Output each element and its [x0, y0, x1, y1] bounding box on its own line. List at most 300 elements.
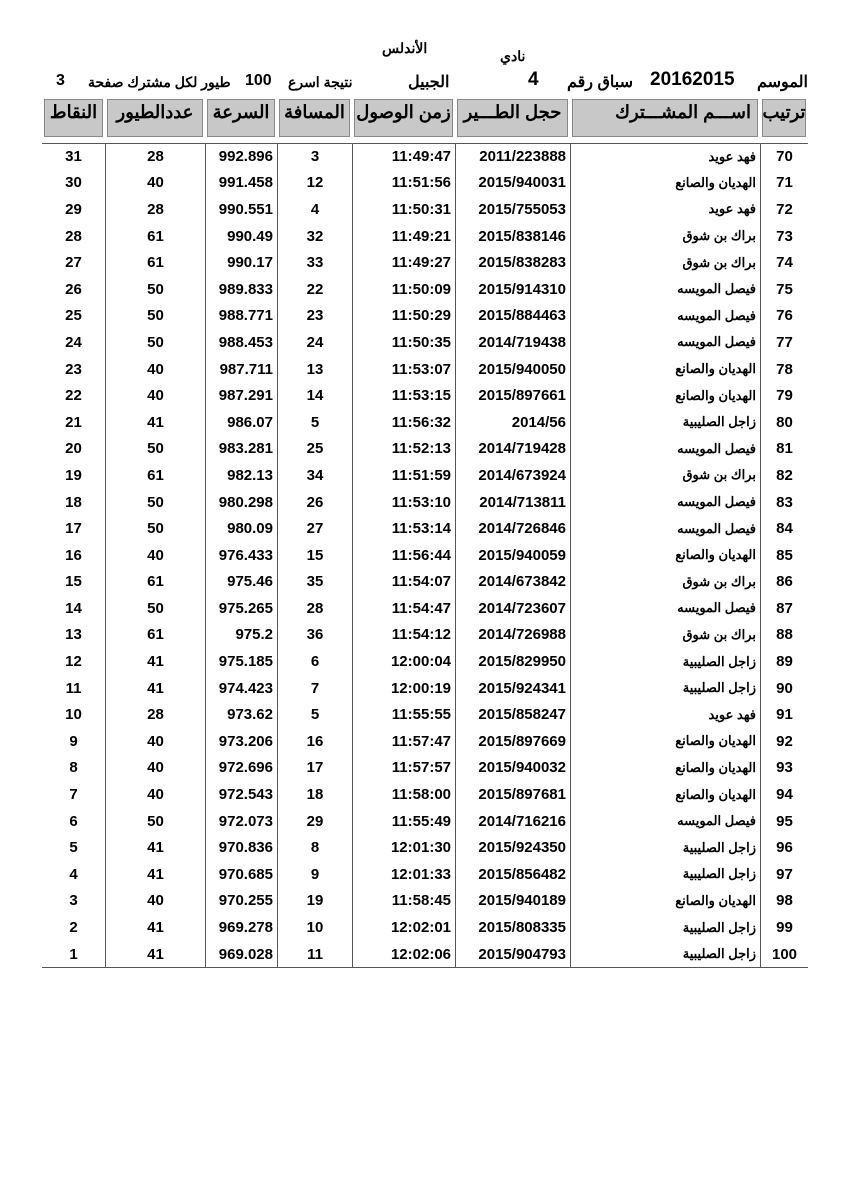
cell-speed: 975.185 [205, 648, 277, 675]
cell-speed: 990.551 [205, 196, 277, 223]
fastest-label: نتيجة اسرع [288, 74, 353, 90]
cell-rank: 88 [760, 622, 808, 649]
cell-speed: 983.281 [205, 436, 277, 463]
cell-ring: 2014/56 [455, 409, 570, 436]
cell-points: 3 [69, 892, 78, 910]
cell-ring: 2015/856482 [455, 861, 570, 888]
cell-points: 4 [69, 865, 78, 883]
cell-rank: 82 [760, 462, 808, 489]
cell-points: 12 [65, 653, 82, 671]
cell-bird-count: 50 [105, 808, 205, 835]
cell-arrival-time: 11:56:44 [352, 542, 455, 569]
cell-ring: 2015/924341 [455, 675, 570, 702]
cell-speed: 969.278 [205, 914, 277, 941]
col-rank: ترتيب [762, 99, 806, 137]
cell-ring: 2014/713811 [455, 489, 570, 516]
cell-rank: 95 [760, 808, 808, 835]
cell-member: براك بن شوق [570, 622, 760, 649]
cell-speed: 987.711 [205, 356, 277, 383]
cell-ring: 2015/940059 [455, 542, 570, 569]
table-row [42, 170, 808, 197]
cell-member: الهديان والصانع [570, 542, 760, 569]
cell-distance: 34 [277, 462, 352, 489]
cell-points: 10 [65, 706, 82, 724]
cell-points: 7 [69, 786, 78, 804]
cell-bird-count: 41 [105, 834, 205, 861]
table-row [42, 888, 808, 915]
cell-member: الهديان والصانع [570, 356, 760, 383]
fastest-count: 100 [245, 72, 272, 89]
cell-points: 9 [69, 732, 78, 750]
cell-arrival-time: 12:00:04 [352, 648, 455, 675]
cell-arrival-time: 11:57:57 [352, 755, 455, 782]
cell-points: 21 [65, 413, 82, 431]
cell-distance: 32 [277, 223, 352, 250]
table-row [42, 249, 808, 276]
cell-member: الهديان والصانع [570, 170, 760, 197]
table-header [42, 97, 808, 141]
cell-bird-count: 41 [105, 648, 205, 675]
cell-rank: 99 [760, 914, 808, 941]
cell-speed: 991.458 [205, 170, 277, 197]
cell-points: 19 [65, 466, 82, 484]
cell-rank: 89 [760, 648, 808, 675]
cell-member: فهد عويد [570, 701, 760, 728]
season-label: الموسم [757, 74, 808, 91]
cell-speed: 972.543 [205, 781, 277, 808]
cell-bird-count: 50 [105, 436, 205, 463]
cell-member: فيصل المويسه [570, 329, 760, 356]
cell-distance: 6 [277, 648, 352, 675]
cell-points: 27 [65, 254, 82, 272]
cell-arrival-time: 11:57:47 [352, 728, 455, 755]
table-row [42, 489, 808, 516]
cell-rank: 72 [760, 196, 808, 223]
cell-bird-count: 50 [105, 515, 205, 542]
cell-ring: 2015/924350 [455, 834, 570, 861]
cell-speed: 980.298 [205, 489, 277, 516]
cell-ring: 2015/755053 [455, 196, 570, 223]
cell-distance: 12 [277, 170, 352, 197]
cell-member: زاجل الصليبية [570, 648, 760, 675]
cell-rank: 70 [760, 143, 808, 170]
cell-rank: 94 [760, 781, 808, 808]
cell-rank: 76 [760, 303, 808, 330]
cell-distance: 14 [277, 382, 352, 409]
cell-arrival-time: 11:53:14 [352, 515, 455, 542]
cell-ring: 2014/673842 [455, 569, 570, 596]
cell-bird-count: 41 [105, 675, 205, 702]
cell-speed: 980.09 [205, 515, 277, 542]
cell-ring: 2015/914310 [455, 276, 570, 303]
cell-distance: 16 [277, 728, 352, 755]
cell-arrival-time: 11:58:00 [352, 781, 455, 808]
cell-speed: 976.433 [205, 542, 277, 569]
cell-rank: 73 [760, 223, 808, 250]
cell-rank: 98 [760, 888, 808, 915]
cell-arrival-time: 11:53:15 [352, 382, 455, 409]
cell-ring: 2015/897681 [455, 781, 570, 808]
table-row [42, 276, 808, 303]
cell-member: زاجل الصليبية [570, 861, 760, 888]
cell-rank: 71 [760, 170, 808, 197]
cell-points: 31 [42, 143, 105, 170]
cell-points: 18 [65, 493, 82, 511]
cell-rank: 78 [760, 356, 808, 383]
cell-rank: 97 [760, 861, 808, 888]
cell-rank: 85 [760, 542, 808, 569]
cell-rank: 90 [760, 675, 808, 702]
cell-bird-count: 40 [105, 888, 205, 915]
cell-rank: 79 [760, 382, 808, 409]
cell-ring: 2015/940050 [455, 356, 570, 383]
cell-points: 15 [65, 573, 82, 591]
table-row [42, 515, 808, 542]
season-value: 20162015 [650, 69, 735, 90]
cell-ring: 2015/884463 [455, 303, 570, 330]
cell-bird-count: 61 [105, 223, 205, 250]
cell-arrival-time: 11:54:12 [352, 622, 455, 649]
cell-ring: 2015/808335 [455, 914, 570, 941]
table-row [42, 675, 808, 702]
cell-distance: 15 [277, 542, 352, 569]
cell-member: الهديان والصانع [570, 781, 760, 808]
cell-ring: 2011/223888 [455, 143, 570, 170]
cell-speed: 974.423 [205, 675, 277, 702]
cell-distance: 27 [277, 515, 352, 542]
cell-arrival-time: 11:50:09 [352, 276, 455, 303]
page-number: 3 [56, 72, 65, 89]
cell-distance: 8 [277, 834, 352, 861]
cell-speed: 988.771 [205, 303, 277, 330]
cell-ring: 2015/897661 [455, 382, 570, 409]
col-bird-count: عددالطيور [107, 99, 203, 137]
cell-distance: 33 [277, 249, 352, 276]
table-row [42, 223, 808, 250]
cell-member: الهديان والصانع [570, 755, 760, 782]
cell-arrival-time: 11:55:55 [352, 701, 455, 728]
col-ring: حجل الطـــير [457, 99, 568, 137]
cell-arrival-time: 12:02:01 [352, 914, 455, 941]
cell-bird-count: 40 [105, 356, 205, 383]
cell-arrival-time: 11:49:21 [352, 223, 455, 250]
cell-member: براك بن شوق [570, 249, 760, 276]
table-row [42, 329, 808, 356]
cell-bird-count: 28 [105, 143, 205, 170]
cell-arrival-time: 11:50:31 [352, 196, 455, 223]
cell-distance: 26 [277, 489, 352, 516]
cell-arrival-time: 12:02:06 [352, 941, 455, 968]
cell-distance: 7 [277, 675, 352, 702]
cell-points: 17 [65, 520, 82, 538]
cell-speed: 989.833 [205, 276, 277, 303]
cell-speed: 973.62 [205, 701, 277, 728]
cell-arrival-time: 11:52:13 [352, 436, 455, 463]
col-points: النقاط [44, 99, 103, 137]
cell-member: الهديان والصانع [570, 382, 760, 409]
cell-speed: 969.028 [205, 941, 277, 968]
table-row [42, 622, 808, 649]
cell-rank: 75 [760, 276, 808, 303]
cell-bird-count: 50 [105, 595, 205, 622]
table-row [42, 834, 808, 861]
cell-speed: 970.685 [205, 861, 277, 888]
table-row [42, 914, 808, 941]
table-row [42, 382, 808, 409]
cell-arrival-time: 12:01:33 [352, 861, 455, 888]
cell-speed: 975.46 [205, 569, 277, 596]
cell-points: 25 [65, 307, 82, 325]
cell-member: الهديان والصانع [570, 728, 760, 755]
cell-distance: 3 [277, 143, 352, 170]
per-member-label: طيور لكل مشترك صفحة [88, 74, 231, 90]
table-row [42, 648, 808, 675]
cell-rank: 87 [760, 595, 808, 622]
cell-rank: 96 [760, 834, 808, 861]
cell-ring: 2014/723607 [455, 595, 570, 622]
cell-arrival-time: 12:01:30 [352, 834, 455, 861]
cell-bird-count: 40 [105, 382, 205, 409]
cell-arrival-time: 11:51:59 [352, 462, 455, 489]
cell-arrival-time: 11:53:07 [352, 356, 455, 383]
cell-speed: 988.453 [205, 329, 277, 356]
cell-points: 22 [65, 387, 82, 405]
cell-speed: 987.291 [205, 382, 277, 409]
club-label: نادي [500, 48, 526, 64]
cell-speed: 992.896 [205, 143, 277, 170]
cell-speed: 970.836 [205, 834, 277, 861]
table-row [42, 356, 808, 383]
cell-distance: 4 [277, 196, 352, 223]
cell-bird-count: 40 [105, 170, 205, 197]
cell-member: فيصل المويسه [570, 808, 760, 835]
cell-distance: 18 [277, 781, 352, 808]
cell-ring: 2014/716216 [455, 808, 570, 835]
cell-distance: 25 [277, 436, 352, 463]
cell-points: 23 [65, 360, 82, 378]
cell-speed: 990.49 [205, 223, 277, 250]
cell-distance: 17 [277, 755, 352, 782]
cell-points: 1 [69, 945, 78, 963]
cell-arrival-time: 12:00:19 [352, 675, 455, 702]
cell-points: 13 [65, 626, 82, 644]
cell-rank: 77 [760, 329, 808, 356]
cell-member: زاجل الصليبية [570, 834, 760, 861]
cell-points: 26 [65, 280, 82, 298]
cell-rank: 84 [760, 515, 808, 542]
cell-distance: 22 [277, 276, 352, 303]
cell-bird-count: 41 [105, 941, 205, 968]
cell-bird-count: 61 [105, 249, 205, 276]
cell-ring: 2015/838146 [455, 223, 570, 250]
cell-rank: 80 [760, 409, 808, 436]
cell-member: براك بن شوق [570, 569, 760, 596]
cell-rank: 81 [760, 436, 808, 463]
race-label: سباق رقم [567, 74, 633, 91]
cell-rank: 83 [760, 489, 808, 516]
cell-ring: 2015/897669 [455, 728, 570, 755]
cell-ring: 2015/940032 [455, 755, 570, 782]
cell-ring: 2015/904793 [455, 941, 570, 968]
cell-member: فيصل المويسه [570, 515, 760, 542]
race-location: الجبيل [408, 74, 450, 91]
cell-bird-count: 61 [105, 462, 205, 489]
col-speed: السرعة [207, 99, 275, 137]
cell-points: 8 [69, 759, 78, 777]
cell-member: زاجل الصليبية [570, 914, 760, 941]
table-row [42, 701, 808, 728]
cell-points: 29 [65, 200, 82, 218]
cell-points: 14 [65, 599, 82, 617]
cell-distance: 19 [277, 888, 352, 915]
cell-speed: 982.13 [205, 462, 277, 489]
cell-speed: 990.17 [205, 249, 277, 276]
cell-rank: 92 [760, 728, 808, 755]
cell-points: 30 [65, 174, 82, 192]
cell-bird-count: 28 [105, 196, 205, 223]
cell-arrival-time: 11:54:47 [352, 595, 455, 622]
cell-member: براك بن شوق [570, 223, 760, 250]
cell-speed: 972.696 [205, 755, 277, 782]
cell-bird-count: 61 [105, 622, 205, 649]
cell-bird-count: 61 [105, 569, 205, 596]
cell-rank: 91 [760, 701, 808, 728]
cell-bird-count: 41 [105, 861, 205, 888]
table-row [42, 196, 808, 223]
cell-arrival-time: 11:49:27 [352, 249, 455, 276]
cell-ring: 2014/719438 [455, 329, 570, 356]
cell-ring: 2014/726846 [455, 515, 570, 542]
cell-ring: 2015/858247 [455, 701, 570, 728]
table-row [42, 755, 808, 782]
cell-member: الهديان والصانع [570, 888, 760, 915]
race-number: 4 [528, 69, 539, 90]
cell-ring: 2014/726988 [455, 622, 570, 649]
cell-points: 28 [65, 227, 82, 245]
cell-ring: 2014/673924 [455, 462, 570, 489]
cell-points: 5 [69, 839, 78, 857]
cell-arrival-time: 11:56:32 [352, 409, 455, 436]
cell-distance: 36 [277, 622, 352, 649]
cell-distance: 5 [277, 701, 352, 728]
table-row [42, 861, 808, 888]
cell-speed: 975.265 [205, 595, 277, 622]
cell-ring: 2015/829950 [455, 648, 570, 675]
cell-member: زاجل الصليبية [570, 941, 760, 968]
cell-ring: 2015/940189 [455, 888, 570, 915]
cell-distance: 23 [277, 303, 352, 330]
table-row [42, 409, 808, 436]
cell-bird-count: 41 [105, 914, 205, 941]
cell-member: زاجل الصليبية [570, 409, 760, 436]
club-name: الأندلس [382, 40, 428, 56]
cell-arrival-time: 11:55:49 [352, 808, 455, 835]
cell-member: فيصل المويسه [570, 595, 760, 622]
cell-points: 11 [65, 679, 82, 697]
table-row [42, 542, 808, 569]
cell-points: 6 [69, 812, 78, 830]
cell-rank: 100 [760, 941, 808, 968]
table-row [42, 941, 808, 968]
cell-bird-count: 40 [105, 781, 205, 808]
cell-member: فيصل المويسه [570, 489, 760, 516]
cell-bird-count: 40 [105, 542, 205, 569]
cell-rank: 86 [760, 569, 808, 596]
cell-speed: 975.2 [205, 622, 277, 649]
cell-speed: 986.07 [205, 409, 277, 436]
col-distance: المسافة [279, 99, 350, 137]
cell-arrival-time: 11:49:47 [352, 143, 455, 170]
cell-distance: 24 [277, 329, 352, 356]
cell-member: فهد عويد [570, 196, 760, 223]
cell-speed: 973.206 [205, 728, 277, 755]
cell-arrival-time: 11:51:56 [352, 170, 455, 197]
table-row [42, 781, 808, 808]
table-row [42, 436, 808, 463]
cell-arrival-time: 11:58:45 [352, 888, 455, 915]
cell-bird-count: 40 [105, 755, 205, 782]
cell-arrival-time: 11:50:35 [352, 329, 455, 356]
cell-distance: 29 [277, 808, 352, 835]
table-row [42, 303, 808, 330]
cell-points: 24 [65, 333, 82, 351]
cell-bird-count: 50 [105, 489, 205, 516]
cell-member: فيصل المويسه [570, 436, 760, 463]
cell-distance: 5 [277, 409, 352, 436]
table-row [42, 808, 808, 835]
cell-points: 20 [65, 440, 82, 458]
cell-distance: 9 [277, 861, 352, 888]
cell-ring: 2014/719428 [455, 436, 570, 463]
results-table [42, 143, 808, 968]
cell-points: 16 [65, 546, 82, 564]
cell-member: فيصل المويسه [570, 303, 760, 330]
cell-bird-count: 28 [105, 701, 205, 728]
cell-member: فهد عويد [570, 143, 760, 170]
cell-member: زاجل الصليبية [570, 675, 760, 702]
cell-speed: 972.073 [205, 808, 277, 835]
cell-distance: 28 [277, 595, 352, 622]
cell-rank: 93 [760, 755, 808, 782]
cell-ring: 2015/838283 [455, 249, 570, 276]
cell-arrival-time: 11:50:29 [352, 303, 455, 330]
cell-bird-count: 50 [105, 303, 205, 330]
cell-distance: 11 [277, 941, 352, 968]
cell-ring: 2015/940031 [455, 170, 570, 197]
col-member: اســـم المشـــترك [572, 99, 758, 137]
table-row [42, 143, 808, 170]
cell-bird-count: 40 [105, 728, 205, 755]
cell-speed: 970.255 [205, 888, 277, 915]
cell-member: فيصل المويسه [570, 276, 760, 303]
cell-bird-count: 50 [105, 329, 205, 356]
cell-rank: 74 [760, 249, 808, 276]
table-row [42, 569, 808, 596]
cell-bird-count: 41 [105, 409, 205, 436]
cell-distance: 35 [277, 569, 352, 596]
cell-points: 2 [69, 919, 78, 937]
table-row [42, 728, 808, 755]
table-row [42, 462, 808, 489]
table-row [42, 595, 808, 622]
cell-distance: 10 [277, 914, 352, 941]
cell-distance: 13 [277, 356, 352, 383]
cell-member: براك بن شوق [570, 462, 760, 489]
col-arrival-time: زمن الوصول [354, 99, 453, 137]
cell-arrival-time: 11:54:07 [352, 569, 455, 596]
cell-arrival-time: 11:53:10 [352, 489, 455, 516]
cell-bird-count: 50 [105, 276, 205, 303]
